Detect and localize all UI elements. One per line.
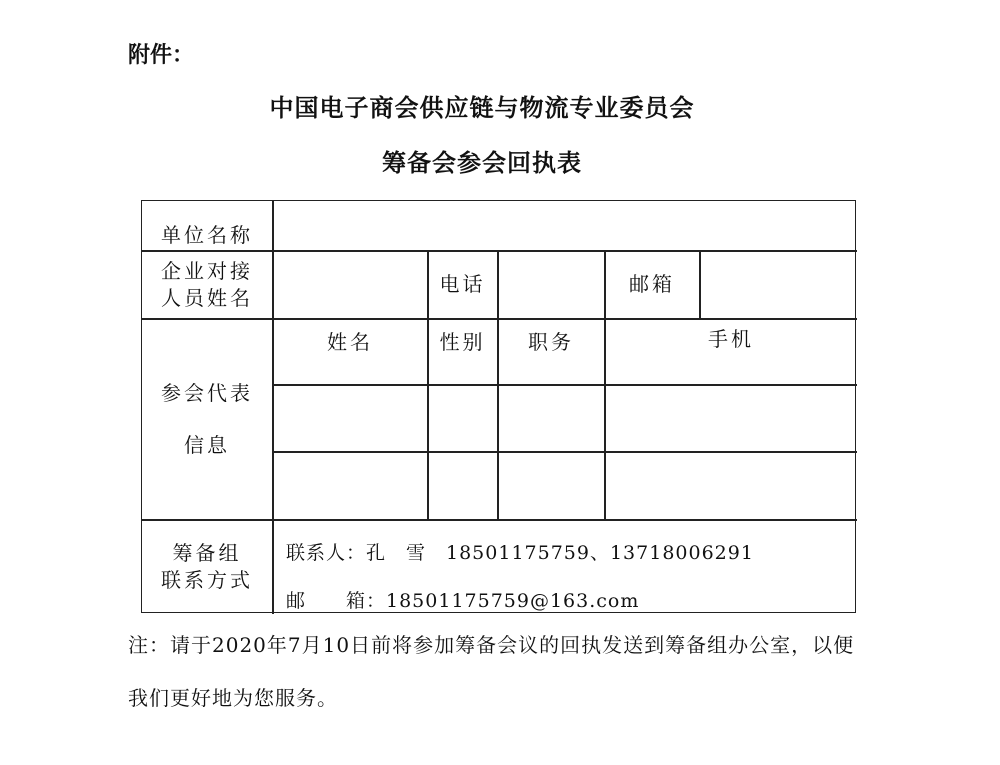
email-field[interactable] [700, 251, 857, 318]
organizer-contact: 联系人：孔 雪 18501175759、13718006291 [286, 542, 754, 564]
rep-1-position-field[interactable] [498, 385, 604, 451]
col-header-position: 职务 [528, 329, 574, 354]
organizer-label [142, 520, 272, 614]
phone-label: 电话 [439, 272, 486, 296]
col-header-mobile: 手机 [708, 326, 754, 351]
unit-name-field[interactable] [273, 201, 857, 250]
unit-name-label: 单位名称 [161, 223, 253, 247]
rep-1-gender-field[interactable] [428, 385, 497, 451]
phone-field[interactable] [498, 251, 604, 318]
attachment-label: 附件： [128, 43, 195, 68]
rep-1-name-field[interactable] [273, 385, 427, 451]
rep-2-name-field[interactable] [273, 452, 427, 519]
contact-person-field[interactable] [273, 251, 427, 318]
col-header-gender: 性别 [439, 329, 486, 354]
document-title: 中国电子商会供应链与物流专业委员会 [269, 94, 695, 122]
rep-2-gender-field[interactable] [428, 452, 497, 519]
col-header-name: 姓名 [327, 329, 373, 354]
rep-2-mobile-field[interactable] [605, 452, 857, 519]
rep-2-position-field[interactable] [498, 452, 604, 519]
receipt-form-table [141, 200, 856, 613]
rep-info-label-line1: 参会代表 [161, 381, 253, 405]
organizer-label-line1: 筹备组 [172, 541, 242, 565]
organizer-email: 邮 箱：18501175759@163.com [286, 590, 640, 612]
rep-info-label-line2: 信息 [184, 433, 230, 457]
note-line-2: 我们更好地为您服务。 [128, 686, 338, 710]
note-line-1: 注：请于2020年7月10日前将参加筹备会议的回执发送到筹备组办公室，以便 [128, 633, 855, 657]
document-subtitle: 筹备会参会回执表 [382, 149, 582, 177]
contact-person-label [142, 251, 272, 318]
contact-person-label-line1: 企业对接 [161, 258, 253, 283]
rep-1-mobile-field[interactable] [605, 385, 857, 451]
rep-info-label [142, 319, 272, 519]
email-label: 邮箱 [629, 272, 675, 296]
contact-person-label-line2: 人员姓名 [161, 285, 253, 310]
organizer-label-line2: 联系方式 [161, 568, 253, 592]
